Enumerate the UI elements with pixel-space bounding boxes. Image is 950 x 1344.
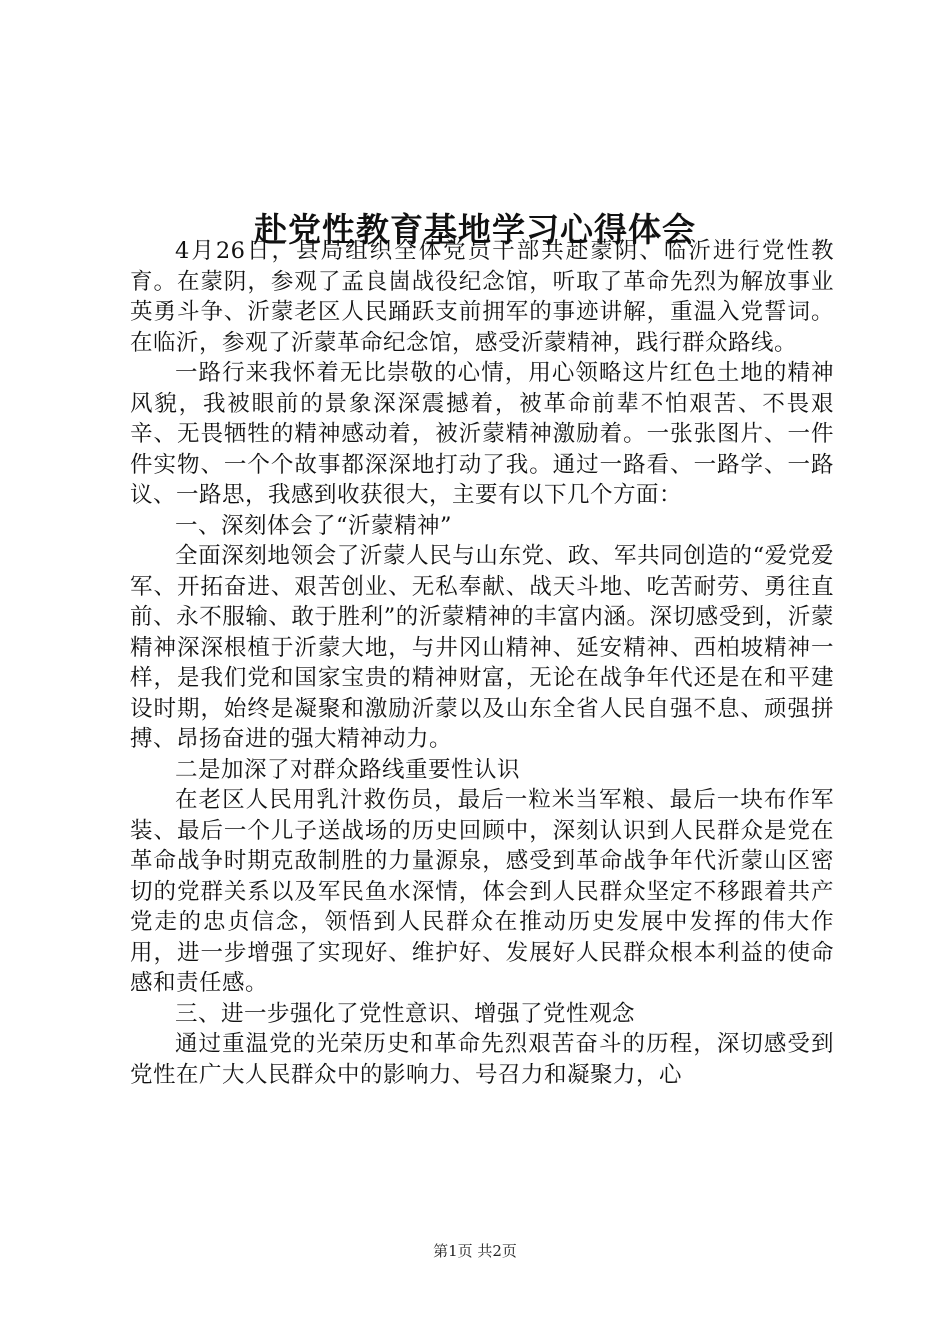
section-heading-2: 二是加深了对群众路线重要性认识 <box>175 756 521 783</box>
document-body <box>130 236 834 1090</box>
document-title: 赴党性教育基地学习心得体会 <box>254 210 696 250</box>
paragraph-party-spirit: 通过重温党的光荣历史和革命先烈艰苦奋斗的历程，深切感受到党性在广大人民群众中的影响力、号召力和凝聚力，心 <box>130 1031 834 1088</box>
page-number: 第1页 共2页 <box>433 1242 517 1260</box>
section-heading-1: 一、深刻体会了“沂蒙精神” <box>175 512 453 539</box>
paragraph-yimeng-spirit: 全面深刻地领会了沂蒙人民与山东党、政、军共同创造的“爱党爱军、开拓奋进、艰苦创业、无私奉献、战天斗地、吃苦耐劳、勇往直前、永不服输、敢于胜利”的沂蒙精神的丰富内涵。深切感受到，沂蒙精神深深根植于沂蒙大地，与井冈山精神、延安精神、西柏坡精神一样，是我们党和国家宝贵的精神财富，无论在战争年代还是在和平建设时期，始终是凝聚和激励沂蒙以及山东全省人民自强不息、顽强拼搏、昂扬奋进的强大精神动力。 <box>130 543 834 752</box>
paragraph-impressions: 一路行来我怀着无比崇敬的心情，用心领略这片红色土地的精神风貌，我被眼前的景象深深震撼着，被革命前辈不怕艰苦、不畏艰辛、无畏牺牲的精神感动着，被沂蒙精神激励着。一张张图片、一件件实物、一个个故事都深深地打动了我。通过一路看、一路学、一路议、一路思，我感到收获很大，主要有以下几个方面： <box>130 360 834 508</box>
paragraph-intro: 4月26日，县局组织全体党员干部共赴蒙阴、临沂进行党性教育。在蒙阴，参观了孟良崮战役纪念馆，听取了革命先烈为解放事业英勇斗争、沂蒙老区人民踊跃支前拥军的事迹讲解，重温入党誓词。在临沂，参观了沂蒙革命纪念馆，感受沂蒙精神，践行群众路线。 <box>130 238 834 356</box>
section-heading-3: 三、进一步强化了党性意识、增强了党性观念 <box>175 1000 636 1027</box>
paragraph-mass-line: 在老区人民用乳汁救伤员，最后一粒米当军粮、最后一块布作军装、最后一个儿子送战场的历史回顾中，深刻认识到人民群众是党在革命战争时期克敌制胜的力量源泉，感受到革命战争年代沂蒙山区密切的党群关系以及军民鱼水深情，体会到人民群众坚定不移跟着共产党走的忠贞信念，领悟到人民群众在推动历史发展中发挥的伟大作用，进一步增强了实现好、维护好、发展好人民群众根本利益的使命感和责任感。 <box>130 787 834 996</box>
